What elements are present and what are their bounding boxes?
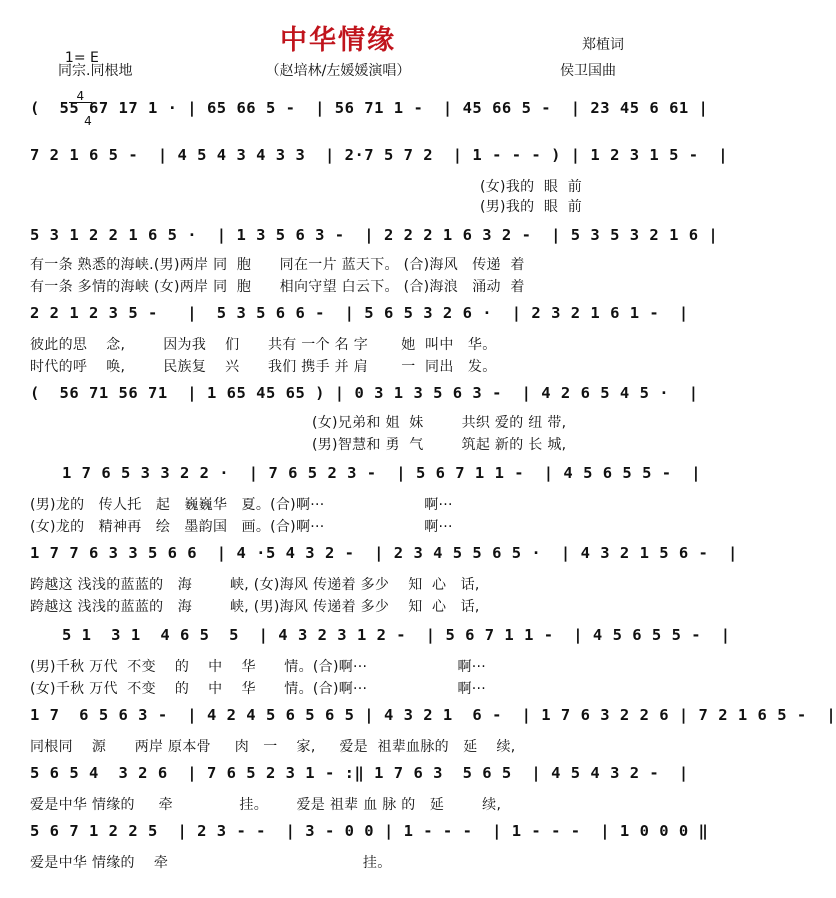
lyric-line: 爱是中华 情缘的 牵 挂。 爱是 祖辈 血 脉 的 延 续, (30, 797, 502, 813)
time-numerator: 4 (69, 90, 92, 103)
notation-row-5: ( 56 71 56 71 | 1 65 45 65 ) | 0 3 1 3 5 6 3 - | 4 2 6 5 4 5 · | (30, 384, 699, 402)
lyric-line: (男)我的 眼 前 (480, 199, 583, 215)
lyric-line: 跨越这 浅浅的蓝蓝的 海 峡, (女)海风 传递着 多少 知 心 话, (30, 577, 480, 593)
lyric-line: 彼此的思 念, 因为我 们 共有 一个 名 字 她 叫中 华。 (30, 337, 497, 353)
lyric-line: (女)兄弟和 姐 妹 共织 爱的 纽 带, (312, 415, 567, 431)
notation-row-6: 1 7 6 5 3 3 2 2 · | 7 6 5 2 3 - | 5 6 7 1 1 - | 4 5 6 5 5 - | (62, 464, 702, 482)
notation-row-1: ( 55 67 17 1 · | 65 66 5 - | 56 71 1 - | 45 66 5 - | 23 45 6 61 | (30, 99, 709, 117)
time-denominator: 4 (84, 114, 92, 128)
lyric-line: 有一条 多情的海峡 (女)两岸 同 胞 相向守望 白云下。 (合)海浪 涌动 着 (30, 279, 525, 295)
lyric-line: (女)我的 眼 前 (480, 179, 583, 195)
notation-row-8: 5 1 3 1 4 6 5 5 | 4 3 2 3 1 2 - | 5 6 7 1 1 - | 4 5 6 5 5 - | (62, 626, 731, 644)
lyric-line: 爱是中华 情缘的 牵 挂。 (30, 855, 392, 871)
notation-row-9: 1 7 6 5 6 3 - | 4 2 4 5 6 5 6 5 | 4 3 2 1 6 - | 1 7 6 3 2 2 6 | 7 2 1 6 5 - | (30, 706, 836, 724)
notation-row-11: 5 6 7 1 2 2 5 | 2 3 - - | 3 - 0 0 | 1 - - - | 1 - - - | 1 0 0 0 ‖ (30, 822, 709, 840)
lyric-line: (男)龙的 传人托 起 巍巍华 夏。(合)啊··· 啊··· (30, 497, 453, 513)
key-signature (56, 34, 99, 139)
key-label: 1= E (64, 50, 99, 66)
composer-credit: 侯卫国曲 (560, 63, 616, 79)
lyricist-credit: 郑植词 (582, 37, 624, 53)
notation-row-2: 7 2 1 6 5 - | 4 5 4 3 4 3 3 | 2·7 5 7 2 | 1 - - - ) | 1 2 3 1 5 - | (30, 146, 729, 164)
notation-row-4: 2 2 1 2 3 5 - | 5 3 5 6 6 - | 5 6 5 3 2 6 · | 2 3 2 1 6 1 - | (30, 304, 689, 322)
lyric-line: (女)千秋 万代 不变 的 中 华 情。(合)啊··· 啊··· (30, 681, 487, 697)
lyric-line: 有一条 熟悉的海峡.(男)两岸 同 胞 同在一片 蓝天下。 (合)海风 传递 着 (30, 257, 525, 273)
notation-row-7: 1 7 7 6 3 3 5 6 6 | 4 ·5 4 3 2 - | 2 3 4 5 5 6 5 · | 4 3 2 1 5 6 - | (30, 544, 738, 562)
notation-row-3: 5 3 1 2 2 1 6 5 · | 1 3 5 6 3 - | 2 2 2 1 6 3 2 - | 5 3 5 3 2 1 6 | (30, 226, 719, 244)
origin-note: 同宗.同根地 (58, 63, 133, 79)
singers-credit: （赵培林/左媛媛演唱） (265, 63, 411, 79)
lyric-line: 跨越这 浅浅的蓝蓝的 海 峡, (男)海风 传递着 多少 知 心 话, (30, 599, 480, 615)
lyric-line: (男)千秋 万代 不变 的 中 华 情。(合)啊··· 啊··· (30, 659, 487, 675)
lyric-line: (男)智慧和 勇 气 筑起 新的 长 城, (312, 437, 567, 453)
song-title: 中华情缘 (280, 25, 396, 56)
lyric-line: 同根同 源 两岸 原本骨 肉 一 家, 爱是 祖辈血脉的 延 续, (30, 739, 516, 755)
lyric-line: (女)龙的 精神再 绘 墨韵国 画。(合)啊··· 啊··· (30, 519, 453, 535)
notation-row-10: 5 6 5 4 3 2 6 | 7 6 5 2 3 1 - :‖ 1 7 6 3 5 6 5 | 4 5 4 3 2 - | (30, 764, 689, 782)
lyric-line: 时代的呼 唤, 民族复 兴 我们 携手 并 肩 一 同出 发。 (30, 359, 497, 375)
